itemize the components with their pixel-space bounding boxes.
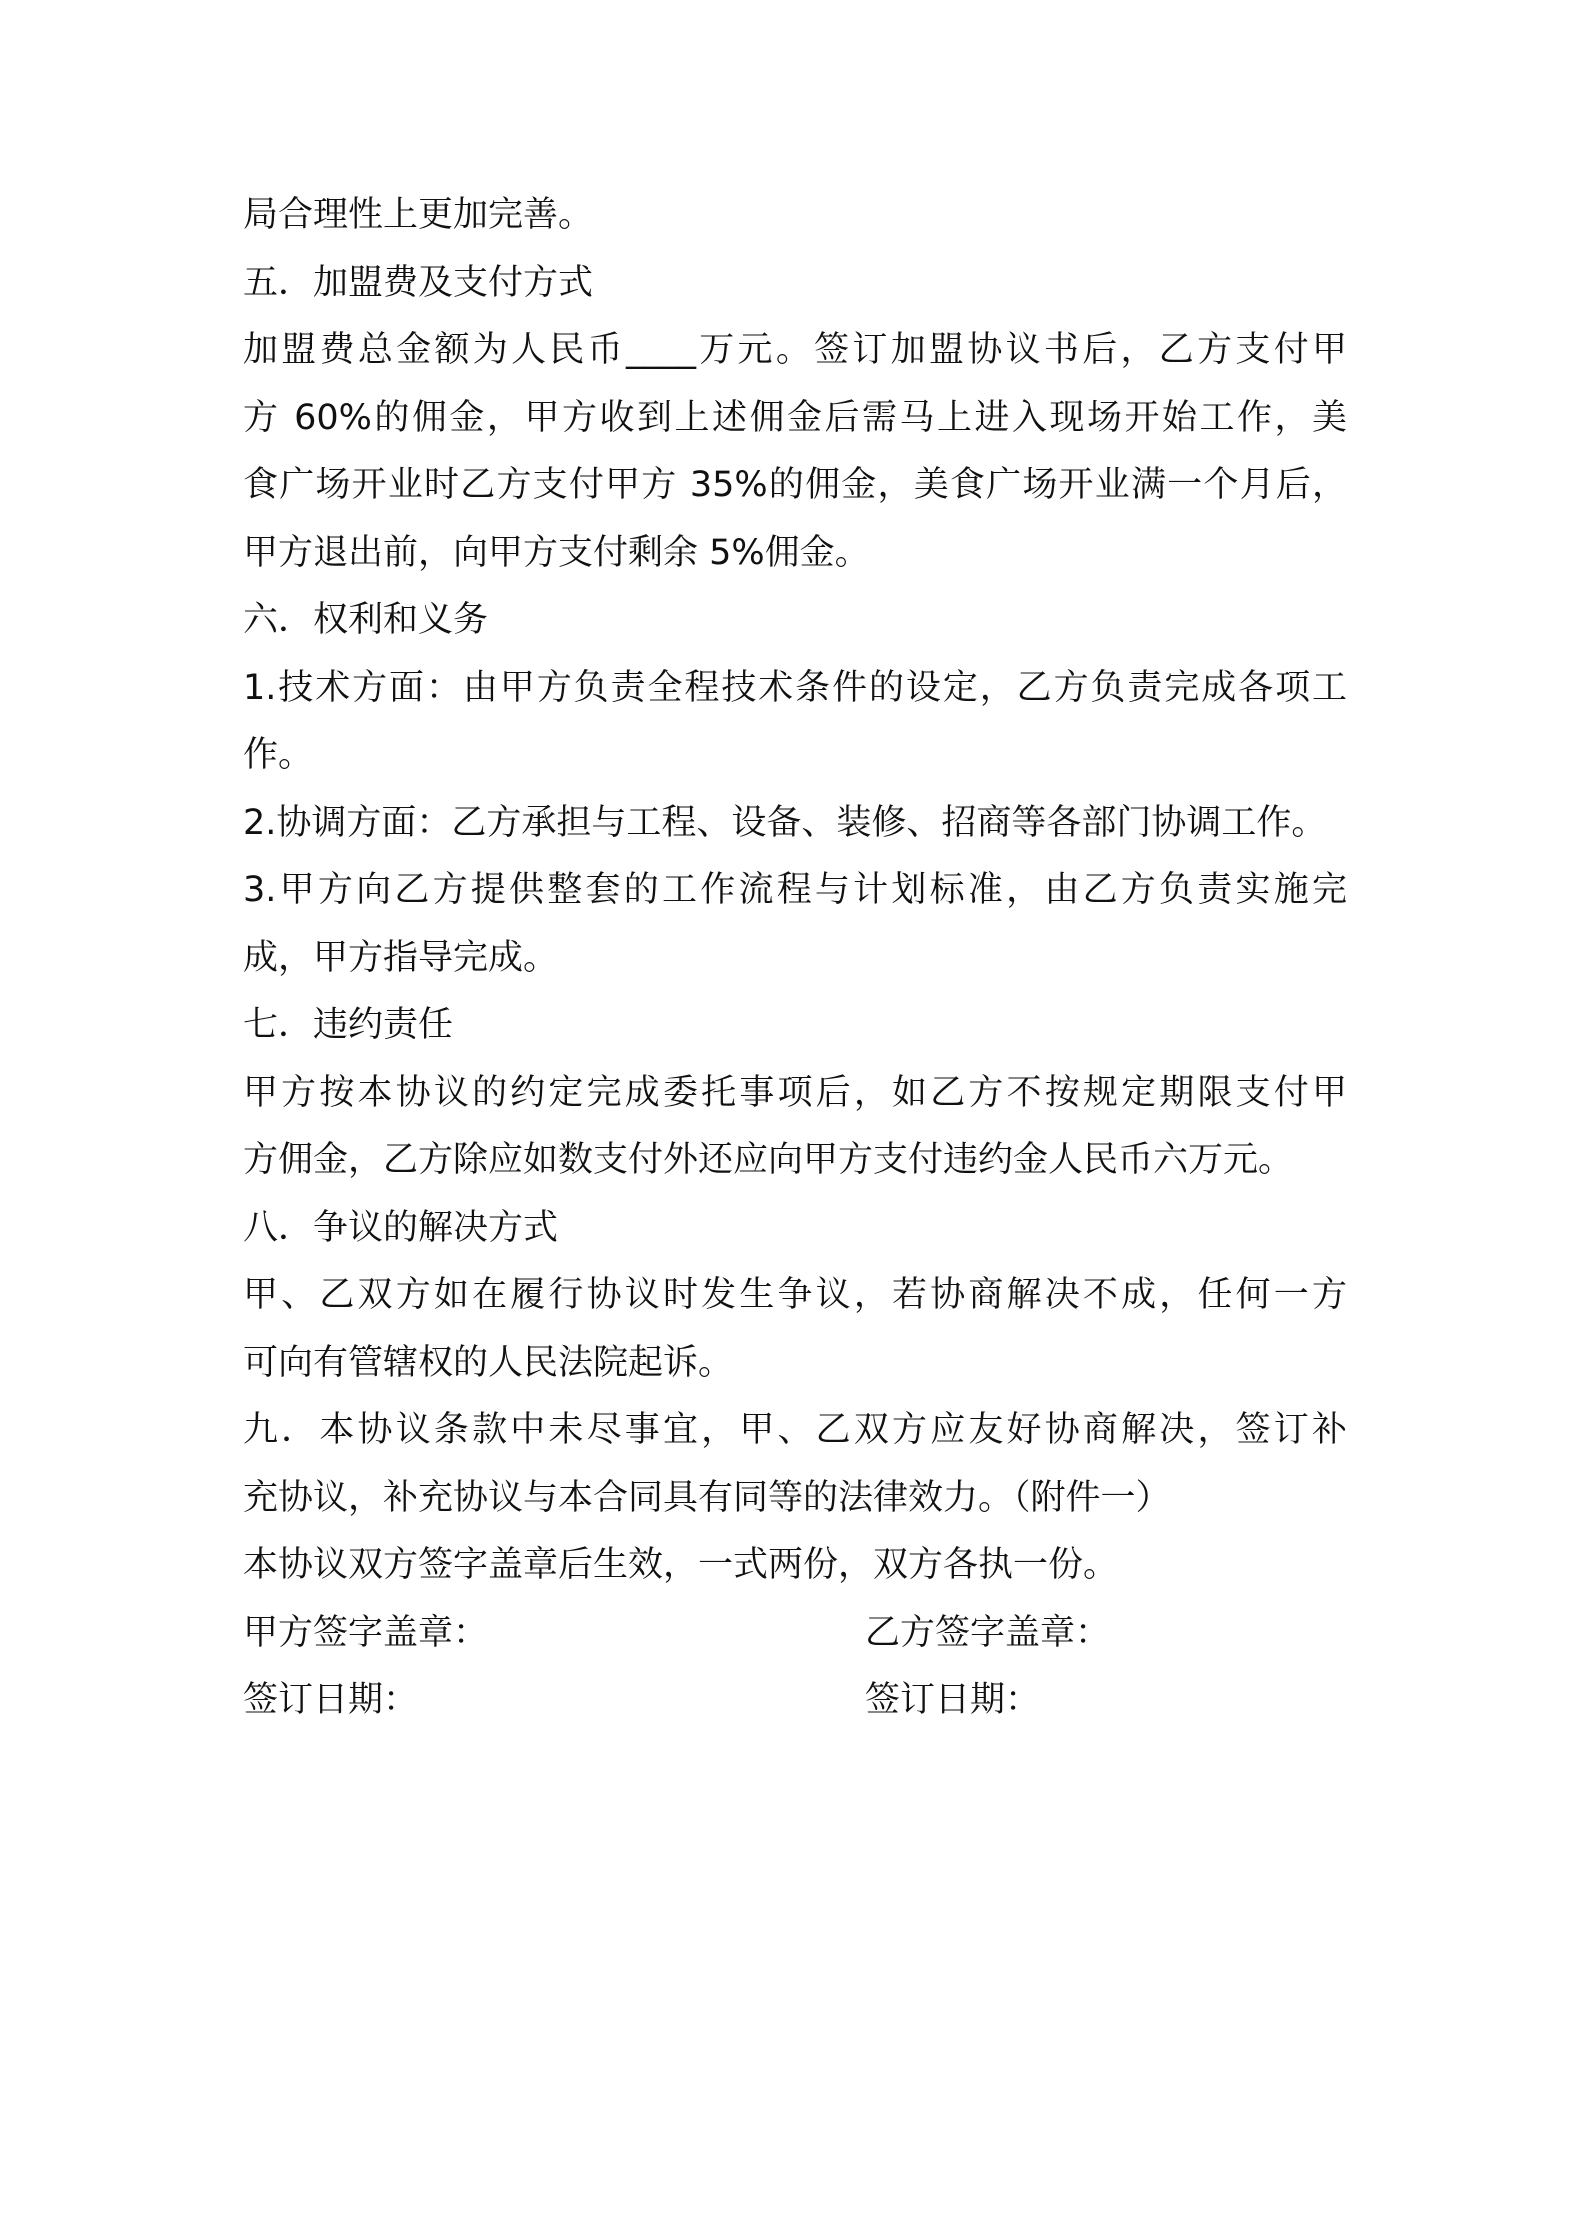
text-line: 方 60%的佣金，甲方收到上述佣金后需马上进入现场开始工作，美 <box>243 397 1347 438</box>
text-line: 甲方按本协议的约定完成委托事项后，如乙方不按规定期限支付甲 <box>243 1072 1347 1113</box>
text-line: 2.协调方面：乙方承担与工程、设备、装修、招商等各部门协调工作。 <box>243 802 1327 843</box>
text-line: 本协议双方签字盖章后生效，一式两份，双方各执一份。 <box>243 1545 1119 1585</box>
text-line: 局合理性上更加完善。 <box>243 195 594 235</box>
text-line: 七．违约责任 <box>243 1005 454 1045</box>
party-b-seal-label: 乙方签字盖章： <box>865 1612 1111 1653</box>
text-line: 成，甲方指导完成。 <box>243 937 559 978</box>
text-line: 可向有管辖权的人民法院起诉。 <box>243 1342 734 1383</box>
text-line: 食广场开业时乙方支付甲方 35%的佣金，美食广场开业满一个月后， <box>243 465 1347 505</box>
party-b-date-label: 签订日期： <box>865 1680 1041 1720</box>
text-lines <box>243 182 1347 1600</box>
text-line: 方佣金，乙方除应如数支付外还应向甲方支付违约金人民币六万元。 <box>243 1140 1294 1180</box>
text-line: 五．加盟费及支付方式 <box>243 262 594 303</box>
text-line: 充协议，补充协议与本合同具有同等的法律效力。（附件一） <box>243 1477 1171 1518</box>
party-a-seal-label: 甲方签字盖章： <box>243 1612 489 1653</box>
text-line: 3.甲方向乙方提供整套的工作流程与计划标准，由乙方负责实施完 <box>243 870 1347 910</box>
text-line: 甲方退出前，向甲方支付剩余 5%佣金。 <box>243 532 870 573</box>
text-line: 甲、乙双方如在履行协议时发生争议，若协商解决不成，任何一方 <box>243 1275 1347 1315</box>
text-line: 作。 <box>243 735 314 775</box>
text-line: 八．争议的解决方式 <box>243 1207 559 1248</box>
party-a-date-label: 签订日期： <box>243 1680 419 1720</box>
text-line: 加盟费总金额为人民币____万元。签订加盟协议书后，乙方支付甲 <box>243 330 1347 370</box>
text-line: 1.技术方面：由甲方负责全程技术条件的设定，乙方负责完成各项工 <box>243 667 1347 708</box>
signing-date-row <box>243 1667 1347 1735</box>
document-body <box>243 182 1347 1735</box>
signature-row <box>243 1600 1347 1668</box>
text-line: 九．本协议条款中未尽事宜，甲、乙双方应友好协商解决，签订补 <box>243 1410 1347 1450</box>
text-line: 六．权利和义务 <box>243 600 489 640</box>
